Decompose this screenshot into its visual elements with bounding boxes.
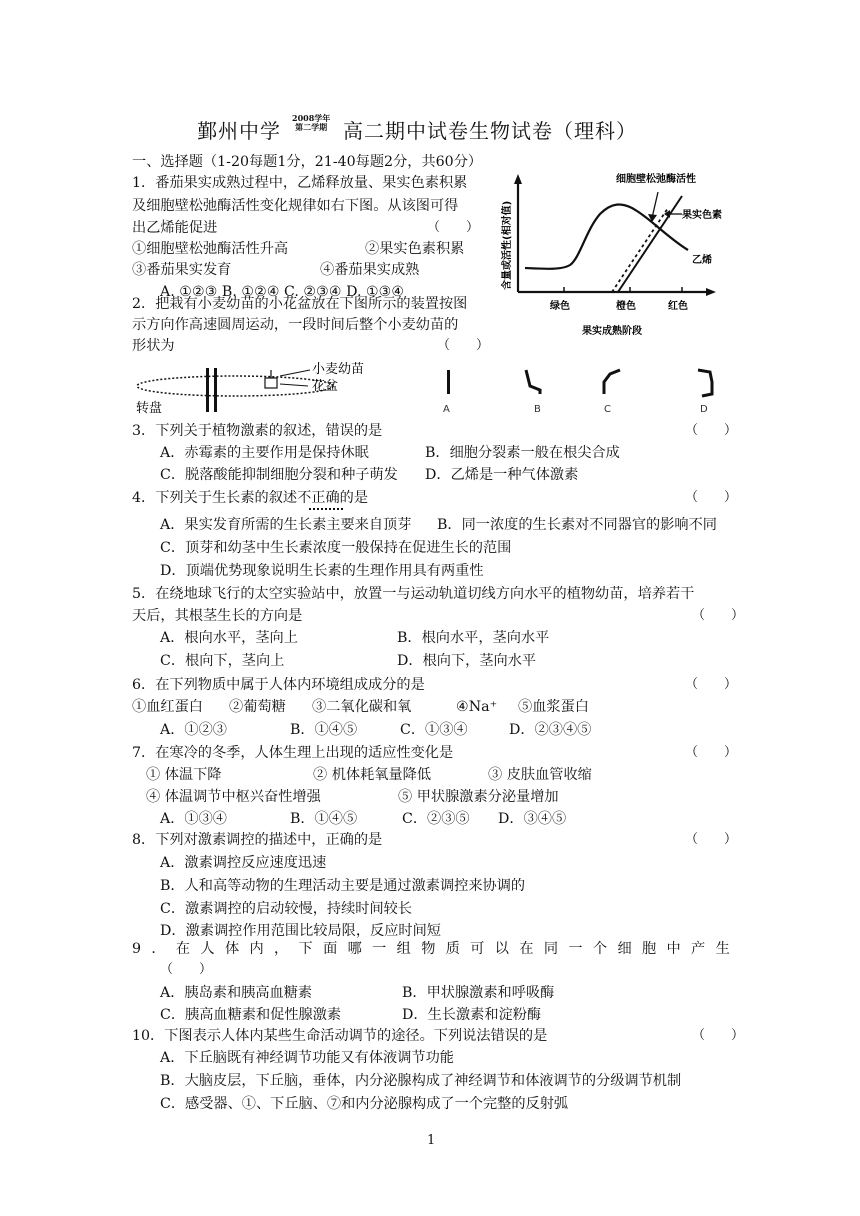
pigment-label: 果实色素 (682, 210, 722, 221)
y-axis-arrow (514, 174, 522, 184)
q6-stem: 6．在下列物质中属于人体内环境组成成分的是 (132, 677, 425, 693)
x-axis-label: 果实成熟阶段 (582, 326, 642, 337)
q9-char: 生 (715, 941, 730, 957)
q9-char: ． (151, 941, 166, 957)
shape-b-bent (526, 370, 540, 394)
q7-choice: C．②③⑤ (402, 811, 470, 827)
q9-option-d: D．生长激素和淀粉酶 (402, 1007, 542, 1023)
q9-char: 以 (494, 941, 509, 957)
q8-option-c: C．激素调控的启动较慢，持续时间较长 (160, 901, 413, 917)
q3-option-d: D．乙烯是一种气体激素 (425, 467, 579, 483)
q4-answer-paren: （ ） (685, 490, 738, 505)
q7-item-1: ① 体温下降 (146, 767, 222, 783)
axle-left (206, 368, 209, 412)
q7-answer-paren: （ ） (685, 745, 738, 760)
page-title-right: 高二期中试卷生物试卷（理科） (343, 119, 637, 143)
q9-char: 物 (421, 941, 436, 957)
q3-option-c: C．脱落酸能抑制细胞分裂和种子萌发 (160, 467, 398, 483)
q6-choice: B．①④⑤ (290, 722, 358, 738)
q5-line2: 天后，其根茎生长的方向是 (132, 608, 303, 624)
shape-a-straight (447, 370, 450, 394)
ethylene-curve (525, 204, 688, 268)
q9-char: 质 (445, 941, 460, 957)
q9-option-c: C．胰高血糖素和促性腺激素 (160, 1007, 342, 1023)
q6-item: ①血红蛋白 (132, 699, 203, 715)
q10-option-c: C．感受器、①、下丘脑、⑦和内分泌腺构成了一个完整的反射弧 (160, 1096, 569, 1112)
enzyme-label: 细胞壁松弛酶活性 (616, 174, 696, 185)
q7-stem: 7．在寒冷的冬季，人体生理上出现的适应性变化是 (132, 745, 454, 761)
q4-option-b: B．同一浓度的生长素对不同器官的影响不同 (437, 517, 717, 533)
q1-chart (500, 170, 725, 360)
q5-option-a: A．根向水平，茎向上 (160, 630, 298, 646)
q9-char: 人 (200, 941, 215, 957)
q10-stem: 10．下图表示人体内某些生命活动调节的途径。下列说法错误的是 (132, 1028, 548, 1044)
q6-item: ④Na⁺ (456, 699, 498, 715)
x-axis-arrow (706, 288, 716, 296)
q9-char: 哪 (347, 941, 362, 957)
axle-right (214, 368, 217, 412)
q2-line2: 示方向作高速圆周运动，一段时间后整个小麦幼苗的 (132, 317, 459, 333)
pigment-line (612, 208, 668, 292)
q4-option-c: C．顶芽和幼茎中生长素浓度一般保持在促进生长的范围 (160, 540, 512, 556)
q9-char: 个 (592, 941, 608, 957)
q9-char: 同 (543, 941, 559, 957)
q9-option-a: A．胰岛素和胰高血糖素 (160, 985, 313, 1001)
q9-char: 在 (175, 941, 191, 957)
q2-line1: 2．把栽有小麦幼苗的小花盆放在下图所示的装置按图 (132, 296, 468, 312)
seedling-pointer (280, 370, 310, 376)
q1-line2: 及细胞壁松弛酶活性变化规律如右下图。从该图可得 (132, 198, 459, 214)
q8-option-a: A．激素调控反应速度迅速 (160, 855, 327, 871)
year-top: 2008学年 (292, 113, 331, 123)
q10-answer-paren: （ ） (692, 1028, 745, 1043)
shape-d-label: D (700, 404, 708, 415)
q7-choice: D．③④⑤ (498, 811, 567, 827)
q9-char: 在 (519, 941, 534, 957)
q1-line3: 出乙烯能促进 (132, 220, 218, 236)
q3-option-b: B．细胞分裂素一般在根尖合成 (425, 445, 620, 461)
q9-char: 一 (372, 941, 387, 957)
q1-line1: 1．番茄果实成熟过程中，乙烯释放量、果实色素积累 (132, 175, 468, 191)
q9-answer-paren: （ ） (160, 962, 213, 977)
pot-icon (265, 378, 277, 388)
school-year-label (292, 114, 330, 132)
q9-char: ， (274, 941, 289, 957)
q1-answer-paren: （ ） (427, 220, 480, 235)
x-tick-label: 橙色 (616, 301, 636, 312)
q2-line3: 形状为 (132, 338, 175, 354)
q3-option-a: A．赤霉素的主要作用是保持休眠 (160, 445, 369, 461)
q8-answer-paren: （ ） (685, 832, 738, 847)
q7-choice: A．①③④ (160, 811, 227, 827)
turntable-label: 转盘 (136, 401, 163, 414)
q8-stem: 8．下列对激素调控的描述中，正确的是 (132, 832, 383, 848)
x-tick-label: 绿色 (550, 301, 570, 312)
q5-option-c: C．根向下，茎向上 (160, 653, 285, 669)
q9-char: 体 (224, 941, 240, 957)
q7-item-3: ③ 皮肤血管收缩 (488, 767, 592, 783)
pot-label: 花盆 (312, 379, 339, 394)
enzyme-line (618, 196, 682, 292)
q9-char: 内 (249, 941, 264, 957)
q6-answer-paren: （ ） (685, 677, 738, 692)
pot-pointer (280, 384, 308, 386)
q5-line1: 5．在绕地球飞行的太空实验站中，放置一与运动轨道切线方向水平的植物幼苗，培养若干 (132, 586, 695, 602)
y-axis-label: 含量或活性(相对值) (502, 200, 513, 290)
q9-char: 细 (617, 941, 632, 957)
q10-option-a: A．下丘脑既有神经调节功能又有体液调节功能 (160, 1050, 454, 1066)
q7-item-4: ④ 体温调节中枢兴奋性增强 (146, 789, 321, 805)
year-bottom: 第二学期 (295, 122, 328, 132)
q4-emphasis-dots (309, 508, 343, 514)
q9-char: 一 (568, 941, 583, 957)
section-heading: 一、选择题（1-20每题1分，21-40每题2分，共60分） (132, 154, 483, 170)
page-title-left: 鄞州中学 (197, 119, 281, 143)
q1-option-1: ①细胞壁松弛酶活性升高 (132, 241, 289, 257)
shape-c-bent (604, 370, 620, 394)
q9-char: 中 (666, 941, 681, 957)
shape-d-bent (698, 370, 712, 396)
q4-option-a: A．果实发育所需的生长素主要来自顶芽 (160, 517, 412, 533)
q6-item: ②葡萄糖 (229, 699, 286, 715)
q9-char: 胞 (641, 941, 657, 957)
q6-item: ⑤血浆蛋白 (518, 699, 589, 715)
q7-item-2: ② 机体耗氧量降低 (313, 767, 432, 783)
seedling-label: 小麦幼苗 (312, 362, 365, 377)
page-number: 1 (427, 1133, 436, 1148)
q6-choice: D．②③④⑤ (509, 722, 592, 738)
q9-char: 9 (132, 941, 142, 957)
q9-char: 可 (470, 941, 485, 957)
q8-option-b: B．人和高等动物的生理活动主要是通过激素调控来协调的 (160, 878, 526, 894)
q9-char: 下 (298, 941, 313, 957)
x-tick-label: 红色 (668, 301, 688, 312)
shape-b-label: B (534, 404, 541, 415)
shape-a-label: A (443, 404, 450, 415)
q1-option-2: ②果实色素积累 (365, 241, 465, 257)
q1-option-3: ③番茄果实发育 (132, 262, 232, 278)
q9-char: 面 (323, 941, 338, 957)
q2-apparatus-figure (130, 362, 405, 414)
q9-char: 产 (691, 941, 706, 957)
q4-stem: 4．下列关于生长素的叙述不正确的是 (132, 490, 369, 506)
q9-option-b: B．甲状腺激素和呼吸酶 (402, 985, 555, 1001)
q10-option-b: B．大脑皮层，下丘脑，垂体，内分泌腺构成了神经调节和体液调节的分级调节机制 (160, 1073, 682, 1089)
q4-option-d: D．顶端优势现象说明生长素的生理作用具有两重性 (160, 563, 484, 579)
q5-option-d: D．根向下，茎向水平 (397, 653, 537, 669)
q7-item-5: ⑤ 甲状腺激素分泌量增加 (398, 789, 559, 805)
q3-answer-paren: （ ） (685, 423, 738, 438)
q6-choice: A．①②③ (160, 722, 227, 738)
q3-stem: 3．下列关于植物激素的叙述，错误的是 (132, 423, 383, 439)
q1-option-4: ④番茄果实成熟 (320, 262, 420, 278)
q6-choice: C．①③④ (400, 722, 468, 738)
q1-choices: A. ①②③ B. ①②④ C. ②③④ D. ①③④ (160, 284, 405, 300)
q9-char: 组 (396, 941, 411, 957)
q8-option-d: D．激素调控作用范围比较局限，反应时间短 (160, 923, 441, 939)
q5-answer-paren: （ ） (692, 608, 745, 623)
q2-answer-paren: （ ） (437, 338, 490, 353)
ethylene-label: 乙烯 (692, 255, 712, 266)
q2-shape-options (430, 366, 730, 416)
shape-c-label: C (604, 404, 611, 415)
q6-item: ③二氧化碳和氧 (312, 699, 412, 715)
q7-choice: B．①④⑤ (290, 811, 358, 827)
q5-option-b: B．根向水平，茎向水平 (397, 630, 550, 646)
chart-axes (518, 180, 712, 292)
enzyme-pointer (652, 192, 658, 218)
q9-stem (132, 939, 730, 959)
